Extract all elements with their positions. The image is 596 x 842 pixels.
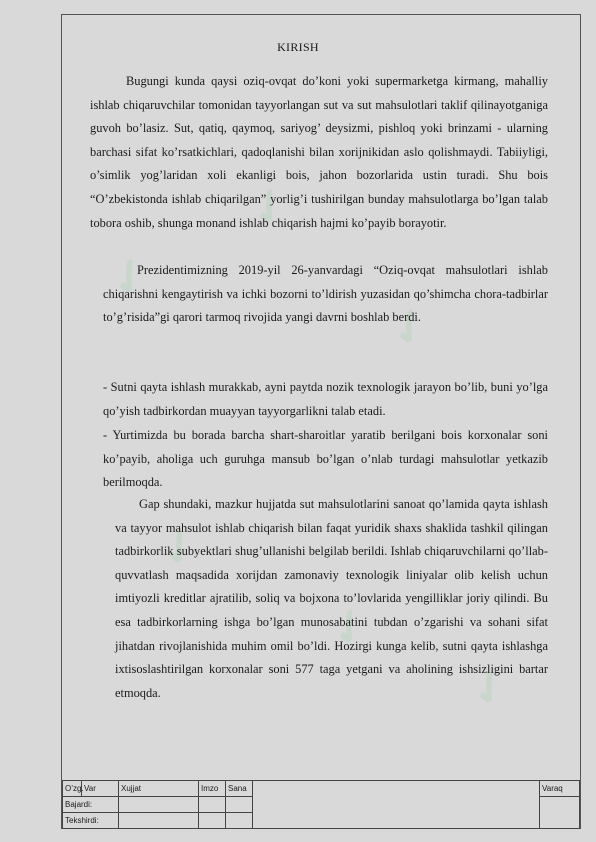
watermark-logo: ✓ bbox=[318, 594, 380, 660]
watermark-logo: ✓ bbox=[378, 294, 440, 360]
stamp-imzo-cell: Imzo bbox=[199, 781, 226, 797]
page-title: KIRISH bbox=[277, 40, 319, 54]
paragraph-bullet-enterprises: - Yurtimizda bu borada barcha shart-sharoitlar yaratib berilgani bois korxonalar soni ko’payib, aholiga uch guruhga mansub bo’lgan o’nlab turdagi mahsulotlar yetkazib berilmoqda. bbox=[103, 428, 548, 490]
stamp-xujjat-cell: Xujjat bbox=[119, 781, 199, 797]
watermark-logo: ✓ bbox=[98, 244, 160, 310]
stamp-page-number-cell bbox=[540, 797, 580, 829]
paragraph-intro: Bugungi kunda qaysi oziq-ovqat do’koni yoki supermarketga kirmang, mahalliy ishlab chiqaruvchilar tomonidan tayyorlangan sut va sut mahsulotlari taklif qilinayotganiga guvoh bo’lasiz. Sut, qatiq, qaymoq, sariyog’ deysizmi, pishloq yoki brinzami - ularning barchasi sifat ko’rsatkichlari, qadoqlanishi bilan xorijnikidan aslo qolishmaydi. Tabiiyligi, o’simlik yog’laridan xoli ekanligi bois, jahon bozorlarida ustin turadi. Shu bois “O’zbekistonda ishlab chiqarilgan” yorlig’i tushirilgan bunday mahsulotlarga bo’lgan talab tobora oshib, shunga monand ishlab chiqarish hajmi ko’payib borayotir. bbox=[90, 74, 548, 230]
paragraph-details: Gap shundaki, mazkur hujjatda sut mahsulotlarini sanoat qo’lamida qayta ishlash va tayyor mahsulot ishlab chiqarish bilan faqat yuridik shaxs shaklida tashkil qilingan tadbirkorlik subyektlari shug’ullanishi belgilab berildi. Ishlab chiqaruvchilarni qo’llab-quvvatlash maqsadida xorijdan zamonaviy texnologik liniyalar olib kelish uchun imtiyozli kreditlar ajratilib, soliq va bojxona to’lovlarida yengilliklar joriy qilindi. Bu esa tadbirkorlarning ishga bo’lgan munosabatini tubdan o’zgarishi va sohani sifat jihatdan rivojlanishida muhim omil bo’ldi. Hozirgi kunga kelib, sutni qayta ishlashga ixtisoslashtirilgan korxonalar soni 577 taga yetgani va aholining ishsizligini bartar etmoqda. bbox=[115, 497, 548, 700]
watermark-logo: ✓ bbox=[458, 654, 520, 720]
watermark-logo: ✓ bbox=[238, 174, 300, 240]
paragraph-decree: Prezidentimizning 2019-yil 26-yanvardagi “Oziq-ovqat mahsulotlari ishlab chiqarishni kengaytirish va ichki bozorni to’ldirish yuzasidan qo’shimcha chora-tadbirlar to’g’risida”gi qarori tarmoq rivojida yangi davrni boshlab berdi. bbox=[103, 263, 548, 325]
stamp-empty-cell bbox=[199, 813, 226, 829]
stamp-empty-cell bbox=[119, 797, 199, 813]
stamp-empty-cell bbox=[199, 797, 226, 813]
stamp-empty-cell bbox=[226, 797, 253, 813]
watermark-logo: ✓ bbox=[148, 514, 210, 580]
stamp-tekshirdi-cell: Tekshirdi: bbox=[63, 813, 119, 829]
stamp-ozg-cell: O’zg. bbox=[63, 781, 82, 797]
paragraph-bullet-processing: - Sutni qayta ishlash murakkab, ayni paytda nozik texnologik jarayon bo’lib, buni yo’lga qo’yish tadbirkordan muayyan tayyorgarlikni talab etadi. bbox=[103, 380, 548, 418]
stamp-var-cell: Var bbox=[82, 781, 119, 797]
stamp-varaq-cell: Varaq bbox=[540, 781, 580, 797]
title-block bbox=[62, 780, 580, 828]
stamp-empty-cell bbox=[119, 813, 199, 829]
stamp-bajardi-cell: Bajardi: bbox=[63, 797, 119, 813]
stamp-sana-cell: Sana bbox=[226, 781, 253, 797]
stamp-main-cell bbox=[253, 781, 540, 829]
stamp-empty-cell bbox=[226, 813, 253, 829]
